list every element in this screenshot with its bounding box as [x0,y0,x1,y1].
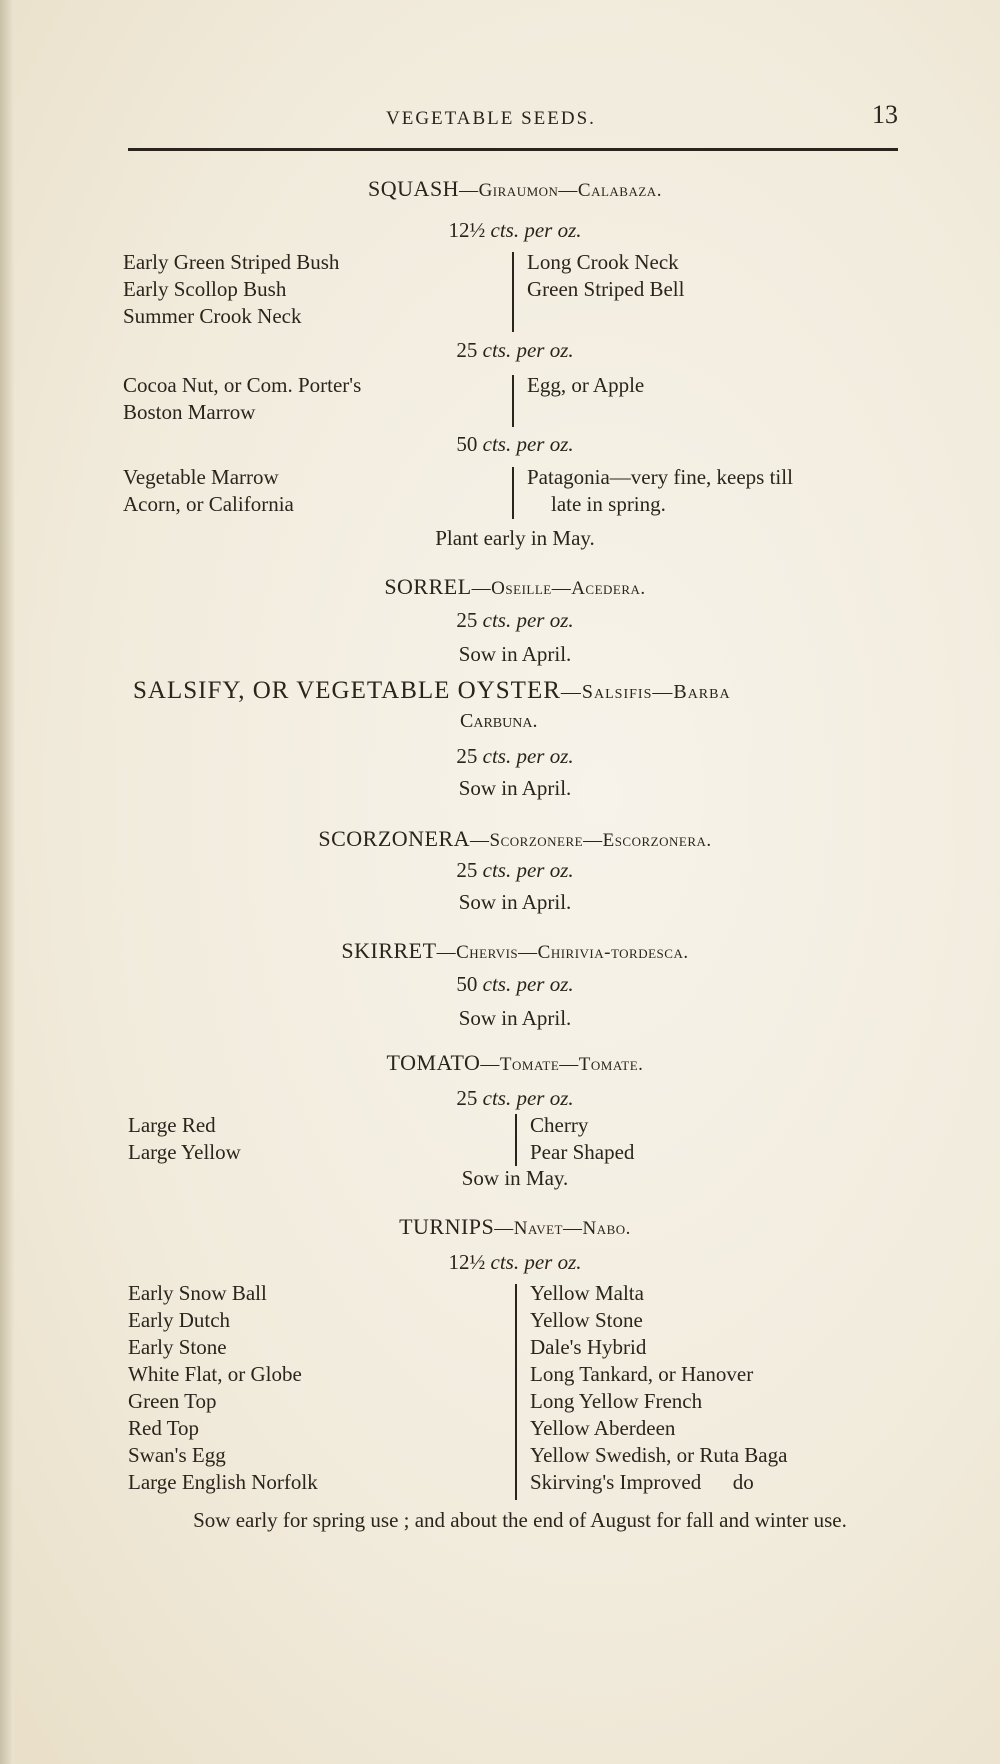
column-divider [515,1114,517,1166]
skirret-note: Sow in April. [458,1006,572,1030]
column-divider [515,1284,517,1500]
squash-list-left-2 [123,372,361,426]
tomato-list-left [128,1112,241,1166]
column-divider [512,252,514,332]
turnips-list-left [128,1280,318,1496]
list-item: Pear Shaped [530,1140,635,1164]
list-item: White Flat, or Globe [128,1362,302,1386]
price-amount: 25 [456,338,478,362]
scorzonera-price [120,858,910,883]
salsify-sub-continued: Carbuna. [460,710,538,732]
squash-list-right-3 [527,464,793,518]
sorrel-sub: —Oseille—Acedera. [471,578,646,599]
sorrel-heading [120,574,910,600]
list-item: Cocoa Nut, or Com. Porter's [123,373,362,397]
turnips-name: TURNIPS [399,1214,495,1239]
turnips-note: Sow early for spring use ; and about the end of August for fall and winter use. [193,1508,847,1532]
squash-note: Plant early in May. [435,526,595,550]
page-header [128,100,898,140]
skirret-sub: —Chervis—Chirivia-tordesca. [436,942,689,963]
list-item: Yellow Malta [530,1281,644,1305]
list-item: Early Stone [128,1335,227,1359]
tomato-name: TOMATO [386,1050,481,1075]
list-item: Vegetable Marrow [123,465,279,489]
tomato-price [120,1086,910,1111]
tomato-heading [120,1050,910,1076]
squash-list-left-1 [123,249,339,330]
page-number: 13 [872,100,898,129]
list-item: Cherry [530,1113,589,1137]
list-item: Boston Marrow [123,400,256,424]
price-unit: cts. per oz. [482,972,574,996]
price-unit: cts. per oz. [482,1086,574,1110]
list-item: Yellow Aberdeen [530,1416,676,1440]
salsify-name: SALSIFY, OR VEGETABLE OYSTER [133,677,561,704]
squash-list-left-3 [123,464,294,518]
tomato-list-right [530,1112,634,1166]
squash-heading [120,176,910,202]
turnips-sub: —Navet—Nabo. [494,1218,631,1239]
price-unit: cts. per oz. [482,338,574,362]
price-amount: 25 [456,608,478,632]
list-item: Early Scollop Bush [123,277,287,301]
list-item: Large English Norfolk [128,1470,318,1494]
price-amount: 50 [456,432,478,456]
skirret-price [120,972,910,997]
price-unit: cts. per oz. [490,218,582,242]
price-amount: 25 [456,858,478,882]
sorrel-note: Sow in April. [458,642,572,666]
price-amount: 25 [456,1086,478,1110]
list-item: Yellow Stone [530,1308,643,1332]
salsify-heading [133,677,903,705]
list-item: Green Top [128,1389,217,1413]
list-item: Dale's Hybrid [530,1335,647,1359]
list-item: Early Dutch [128,1308,231,1332]
tomato-sub: —Tomate—Tomate. [480,1054,644,1075]
price-amount: 12½ [448,1250,486,1274]
sorrel-name: SORREL [384,574,472,599]
list-item: Long Yellow French [530,1389,703,1413]
scorzonera-sub: —Scorzonere—Escorzonera. [470,830,712,851]
scorzonera-name: SCORZONERA [318,826,471,851]
squash-list-right-1 [527,249,684,303]
turnips-price [120,1250,910,1275]
skirret-heading [120,938,910,964]
price-unit: cts. per oz. [482,858,574,882]
scorzonera-heading [120,826,910,852]
squash-price-3 [120,432,910,457]
list-item: Red Top [128,1416,200,1440]
column-divider [512,375,514,427]
price-amount: 50 [456,972,478,996]
price-unit: cts. per oz. [482,744,574,768]
scorzonera-note: Sow in April. [458,890,572,914]
list-item: Long Crook Neck [527,250,679,274]
list-item: Skirving's Improved do [530,1470,754,1494]
list-item: Green Striped Bell [527,277,685,301]
list-item: Patagonia—very fine, keeps till [527,465,793,489]
turnips-heading [120,1214,910,1240]
price-unit: cts. per oz. [482,608,574,632]
tomato-note: Sow in May. [461,1166,569,1190]
turnips-list-right [530,1280,787,1496]
list-item: Swan's Egg [128,1443,226,1467]
price-amount: 12½ [448,218,486,242]
header-rule [128,148,898,151]
list-item: Large Yellow [128,1140,241,1164]
skirret-name: SKIRRET [341,938,437,963]
list-item: Long Tankard, or Hanover [530,1362,754,1386]
list-item: Acorn, or California [123,492,294,516]
list-item: Early Green Striped Bush [123,250,340,274]
list-item: Egg, or Apple [527,373,645,397]
running-head: VEGETABLE SEEDS. [386,108,596,129]
squash-name: SQUASH [368,176,460,201]
squash-sub: —Giraumon—Calabaza. [459,180,662,201]
column-divider [512,467,514,519]
sorrel-price [120,608,910,633]
price-unit: cts. per oz. [482,432,574,456]
list-item: Yellow Swedish, or Ruta Baga [530,1443,788,1467]
salsify-price [120,744,910,769]
price-amount: 25 [456,744,478,768]
squash-price-1 [120,218,910,243]
list-item: late in spring. [551,492,666,516]
salsify-note: Sow in April. [458,776,572,800]
list-item: Early Snow Ball [128,1281,267,1305]
squash-list-right-2 [527,372,644,399]
salsify-sub: —Salsifis—Barba [560,681,731,703]
list-item: Summer Crook Neck [123,304,302,328]
list-item: Large Red [128,1113,216,1137]
price-unit: cts. per oz. [490,1250,582,1274]
squash-price-2 [120,338,910,363]
